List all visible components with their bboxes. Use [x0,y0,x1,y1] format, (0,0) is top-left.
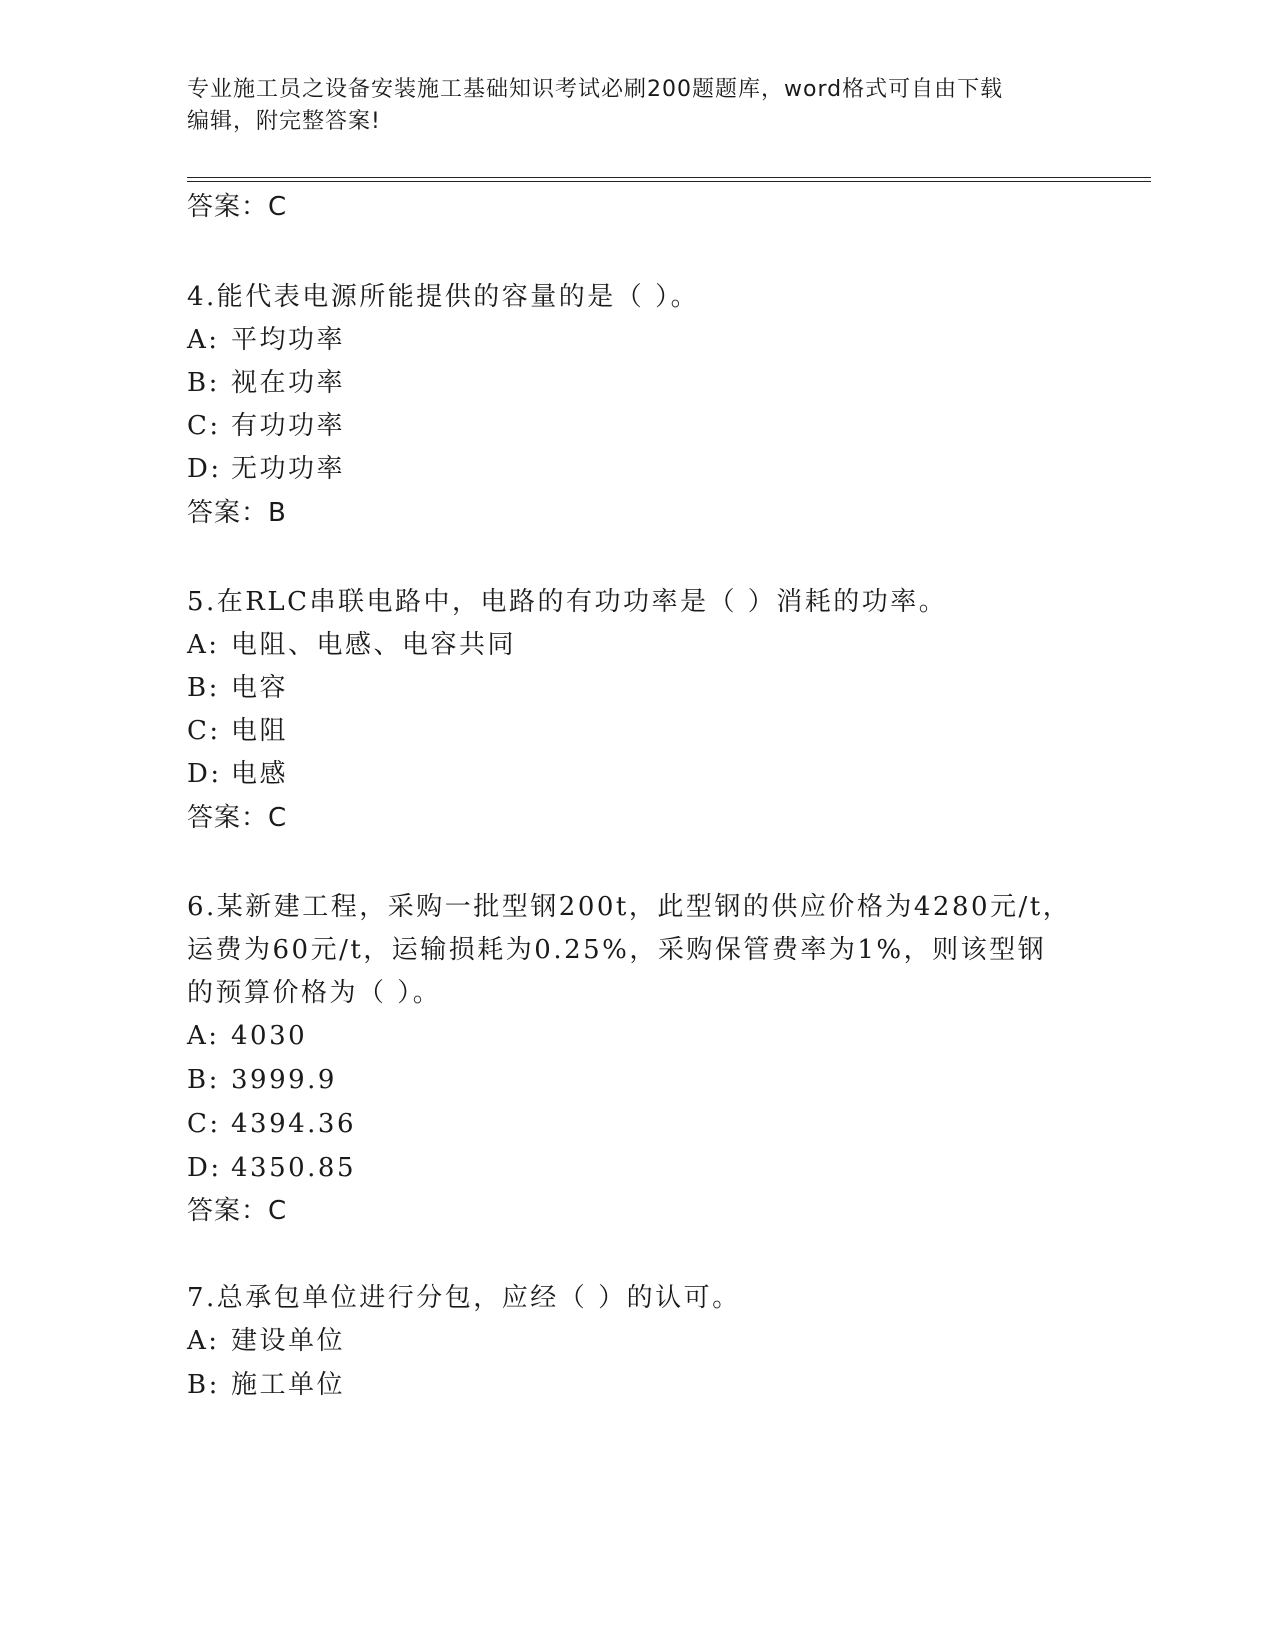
question-7: 7.总承包单位进行分包，应经（ ）的认可。 [187,1283,741,1313]
question-6-line2: 运费为60元/t，运输损耗为0.25%，采购保管费率为1%，则该型钢 [187,935,1047,965]
option-label: B: [187,673,220,703]
option-text: 无功功率 [231,454,346,484]
answer-value: B [268,498,287,528]
option-7b [187,1368,345,1402]
option-text: 电容 [231,673,289,703]
option-text: 电阻、电感、电容共同 [231,630,517,660]
option-label: B: [187,368,220,398]
option-5a [187,628,516,662]
option-text: 电感 [231,759,289,789]
option-text: 4394.36 [231,1109,357,1139]
option-6c [187,1107,356,1141]
option-label: A: [187,325,220,355]
option-5c [187,714,288,748]
option-4a [187,323,345,357]
option-text: 建设单位 [231,1326,346,1356]
answer-prefix: 答案： [187,192,269,222]
option-4d [187,452,345,486]
answer-value: C [268,192,288,222]
option-label: B: [187,1065,220,1095]
option-label: C: [187,1109,221,1139]
question-4: 4.能代表电源所能提供的容量的是（ ）。 [187,282,700,312]
option-text: 视在功率 [231,368,346,398]
answer-prefix: 答案： [187,498,269,528]
answer-value: C [268,803,288,833]
option-label: A: [187,1021,220,1051]
option-label: A: [187,630,220,660]
answer-q4 [187,496,287,530]
header-title-line1: 专业施工员之设备安装施工基础知识考试必刷200题题库，word格式可自由下载 [187,77,1004,102]
answer-prefix: 答案： [187,803,269,833]
option-text: 平均功率 [231,325,346,355]
option-label: C: [187,411,221,441]
header-title-line2: 编辑，附完整答案! [187,109,381,134]
option-4c [187,409,345,443]
option-7a [187,1324,345,1358]
question-5: 5.在RLC串联电路中，电路的有功功率是（ ）消耗的功率。 [187,587,948,617]
option-label: B: [187,1370,220,1400]
question-6-line1: 6.某新建工程，采购一批型钢200t，此型钢的供应价格为4280元/t， [187,892,1072,922]
option-text: 4030 [231,1021,308,1051]
document-header [187,74,1067,138]
option-5b [187,671,288,705]
question-6-line3: 的预算价格为（ ）。 [187,978,442,1008]
option-6d [187,1151,356,1185]
answer-prefix: 答案： [187,1196,269,1226]
option-text: 4350.85 [231,1153,357,1183]
header-divider [187,177,1151,182]
answer-value: C [268,1196,288,1226]
option-text: 施工单位 [231,1370,346,1400]
option-5d [187,757,288,791]
option-text: 有功功率 [231,411,346,441]
option-4b [187,366,345,400]
option-label: A: [187,1326,220,1356]
option-label: D: [187,759,222,789]
option-label: C: [187,716,221,746]
option-label: D: [187,454,222,484]
option-6a [187,1019,307,1053]
option-text: 电阻 [231,716,289,746]
option-label: D: [187,1153,222,1183]
option-6b [187,1063,337,1097]
answer-q3 [187,190,287,224]
answer-q6 [187,1194,287,1228]
option-text: 3999.9 [231,1065,337,1095]
answer-q5 [187,801,287,835]
